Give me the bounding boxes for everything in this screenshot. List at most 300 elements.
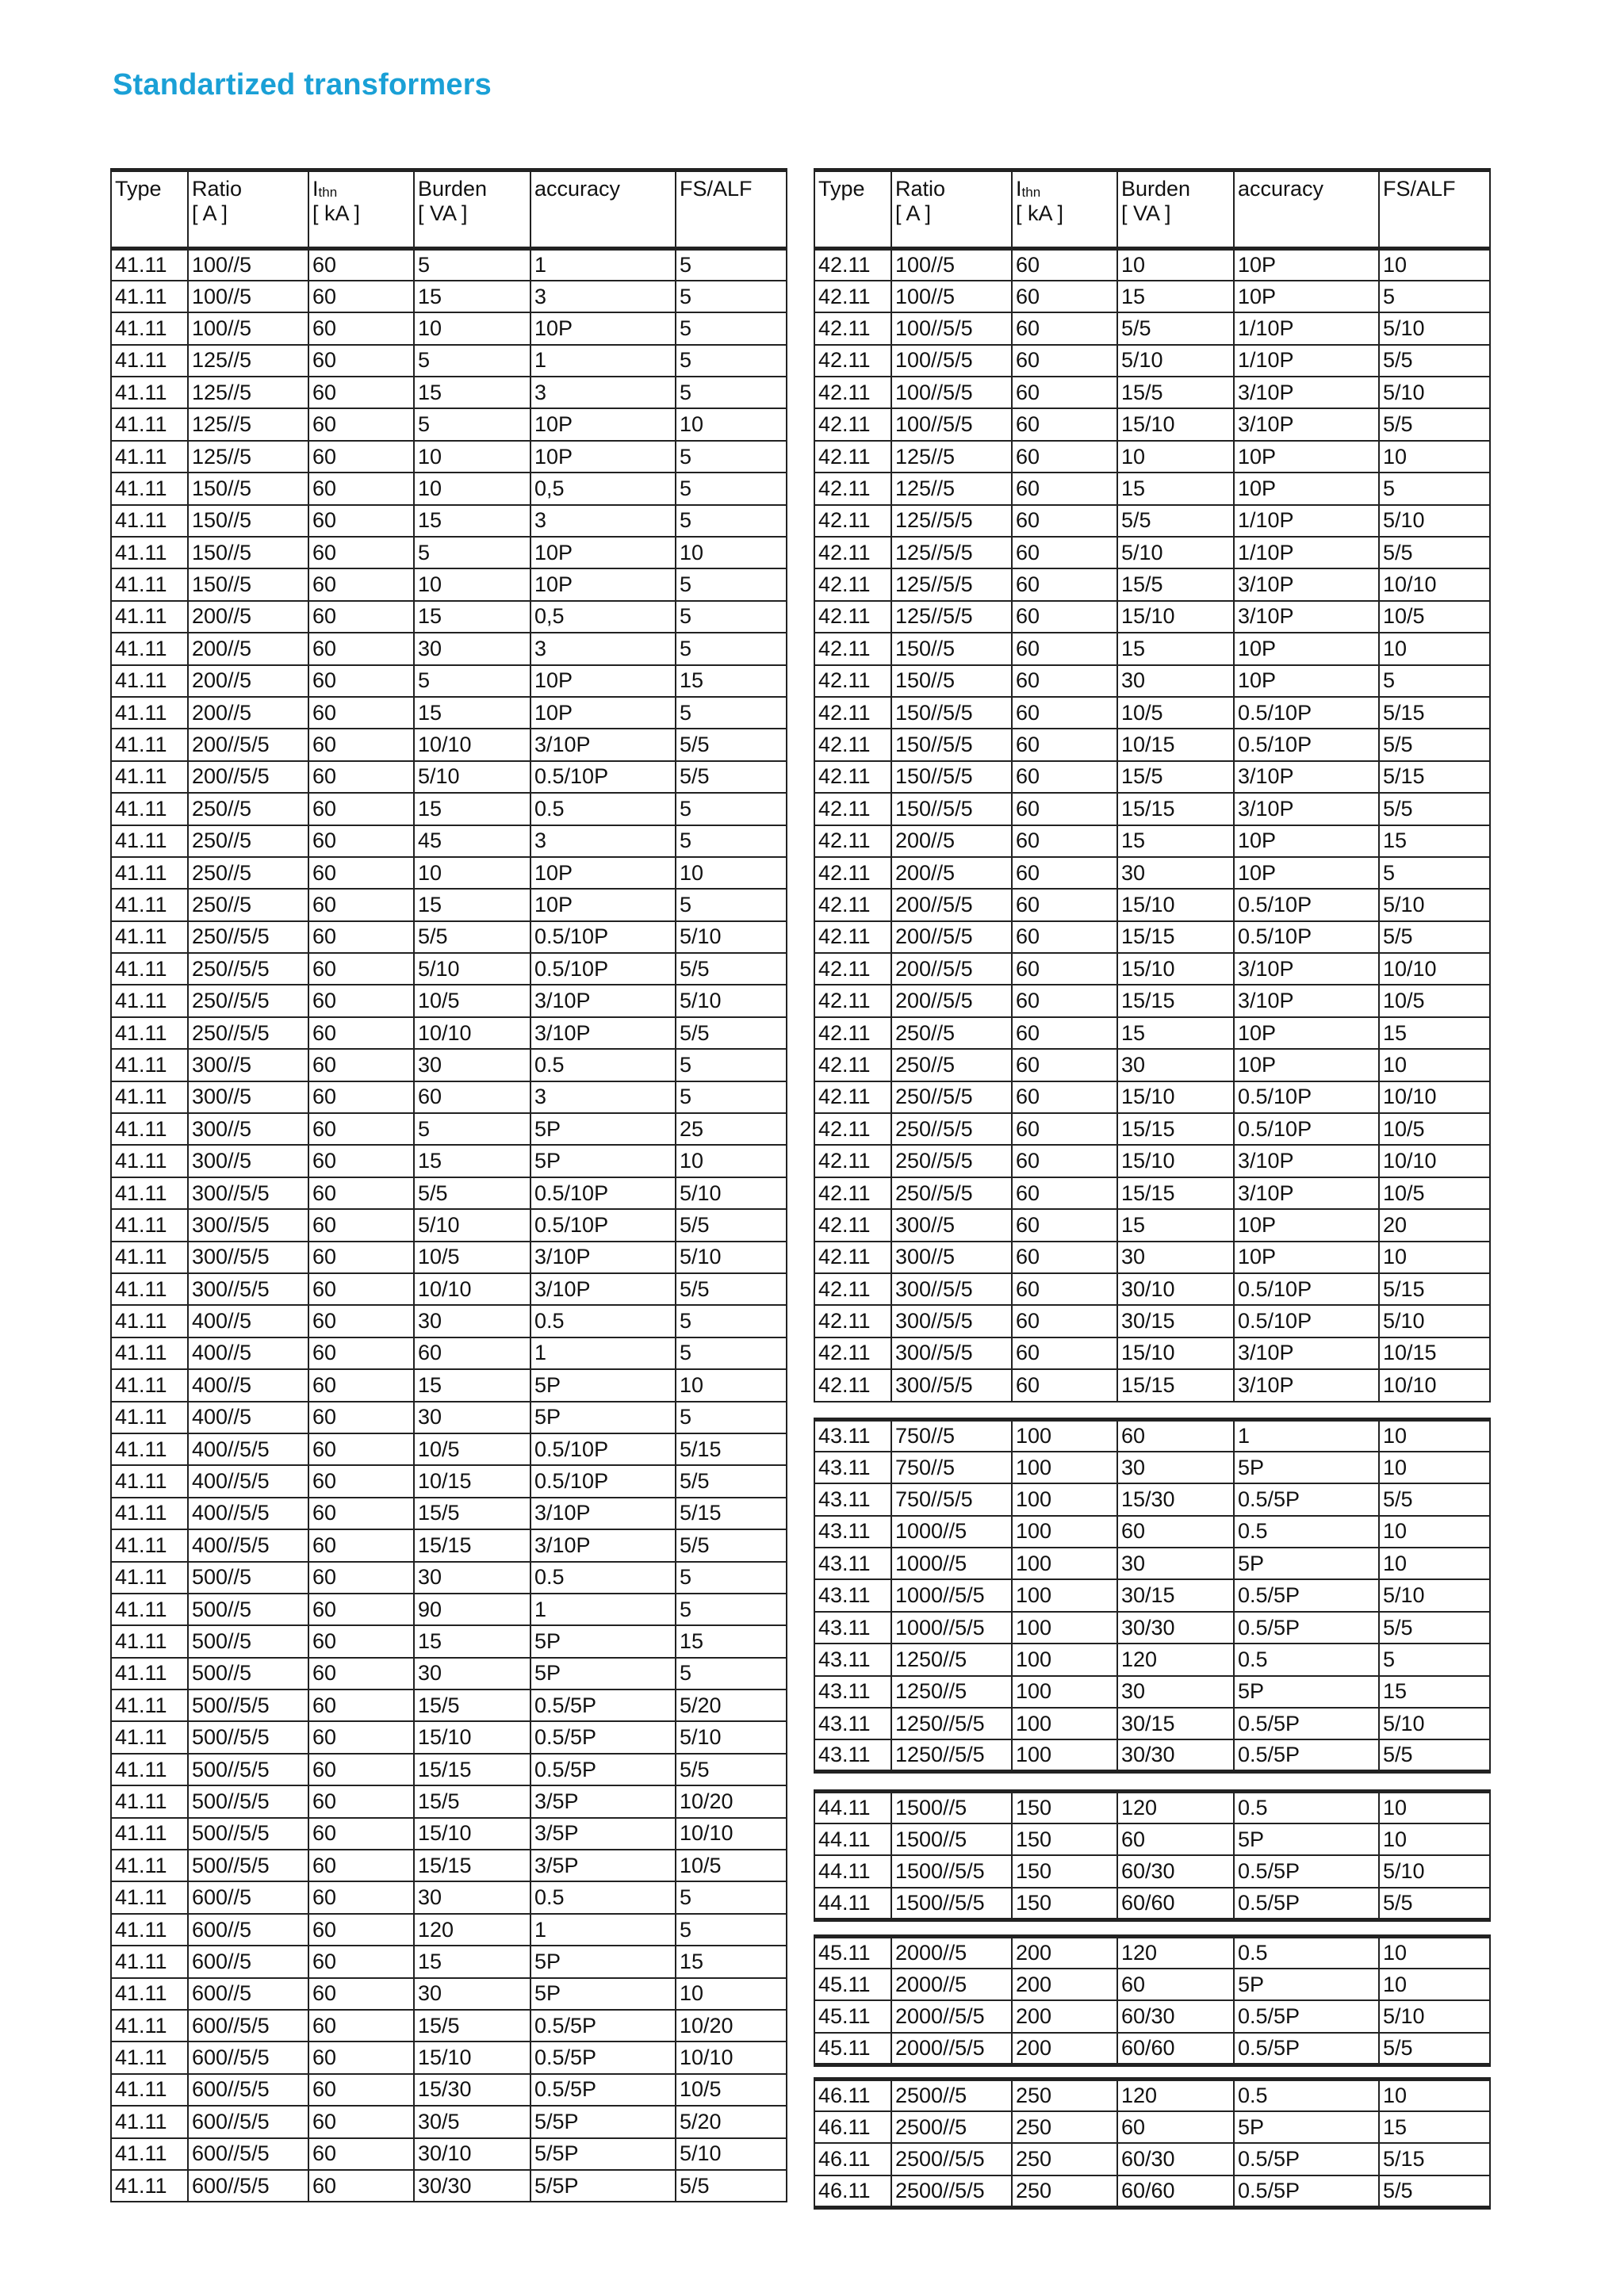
- table-row: [111, 441, 787, 473]
- cell-accuracy: 5P: [1234, 1823, 1379, 1855]
- cell-ithn: 200: [1012, 2033, 1117, 2064]
- cell-ithn: 60: [308, 1433, 414, 1465]
- cell-fs-alf: 5: [676, 633, 787, 664]
- cell-fs-alf: 10: [676, 537, 787, 568]
- cell-accuracy: 1: [1234, 1420, 1379, 1452]
- cell-fs-alf: 5: [676, 1305, 787, 1337]
- cell-type: 41.11: [111, 1498, 188, 1529]
- cell-ratio: 200//5/5: [891, 985, 1012, 1016]
- cell-fs-alf: 5: [676, 1081, 787, 1113]
- cell-fs-alf: 5: [676, 1914, 787, 1946]
- cell-accuracy: 0.5/10P: [1234, 1113, 1379, 1145]
- cell-burden: 5/5: [1117, 505, 1234, 537]
- cell-burden: 15/10: [1117, 953, 1234, 985]
- table-row: [814, 1708, 1490, 1739]
- table-row: [814, 1242, 1490, 1273]
- table-row: [111, 1881, 787, 1913]
- cell-burden: 120: [414, 1914, 530, 1946]
- cell-burden: 15/10: [1117, 601, 1234, 633]
- table-body: [814, 1420, 1490, 1772]
- cell-ratio: 300//5: [188, 1049, 308, 1081]
- cell-ratio: 300//5: [188, 1145, 308, 1177]
- cell-type: 43.11: [814, 1452, 891, 1483]
- cell-accuracy: 10P: [1234, 825, 1379, 857]
- cell-accuracy: 0.5/5P: [1234, 2000, 1379, 2032]
- cell-burden: 30: [414, 1402, 530, 1433]
- table-row: [814, 473, 1490, 504]
- cell-fs-alf: 15: [676, 1946, 787, 1977]
- header-ithn: Ithn [ kA ]: [1012, 170, 1117, 249]
- cell-ithn: 60: [308, 1658, 414, 1689]
- cell-accuracy: 0.5: [1234, 1792, 1379, 1823]
- cell-type: 41.11: [111, 2074, 188, 2106]
- cell-fs-alf: 5/5: [676, 1754, 787, 1785]
- cell-accuracy: 0.5: [1234, 1516, 1379, 1548]
- cell-fs-alf: 5/15: [1379, 761, 1490, 793]
- cell-type: 41.11: [111, 568, 188, 600]
- cell-fs-alf: 5/10: [1379, 1855, 1490, 1887]
- cell-burden: 10: [1117, 441, 1234, 473]
- cell-fs-alf: 5: [676, 1562, 787, 1594]
- cell-burden: 60/30: [1117, 2143, 1234, 2175]
- cell-burden: 5/10: [414, 1209, 530, 1241]
- cell-fs-alf: 5: [676, 505, 787, 537]
- table-row: [814, 1855, 1490, 1887]
- cell-ithn: 60: [308, 537, 414, 568]
- cell-type: 42.11: [814, 729, 891, 760]
- table-row: [111, 2042, 787, 2073]
- table-row: [814, 281, 1490, 312]
- header-accuracy: accuracy: [1234, 170, 1379, 249]
- cell-type: 43.11: [814, 1483, 891, 1515]
- cell-ithn: 60: [1012, 761, 1117, 793]
- cell-burden: 15/10: [1117, 1081, 1234, 1113]
- cell-accuracy: 0.5/5P: [530, 2074, 676, 2106]
- cell-fs-alf: 15: [1379, 825, 1490, 857]
- cell-burden: 30: [414, 1562, 530, 1594]
- cell-type: 41.11: [111, 1305, 188, 1337]
- cell-fs-alf: 5/5: [676, 729, 787, 760]
- cell-ithn: 60: [308, 985, 414, 1016]
- cell-burden: 60/60: [1117, 1888, 1234, 1919]
- cell-type: 42.11: [814, 441, 891, 473]
- cell-accuracy: 0.5/5P: [1234, 1708, 1379, 1739]
- cell-burden: 15: [414, 793, 530, 825]
- cell-ratio: 500//5/5: [188, 1785, 308, 1817]
- cell-ithn: 60: [1012, 1305, 1117, 1337]
- cell-ithn: 60: [1012, 377, 1117, 408]
- header-burden: Burden [ VA ]: [414, 170, 530, 249]
- cell-fs-alf: 5/10: [1379, 505, 1490, 537]
- cell-ratio: 250//5: [891, 1017, 1012, 1049]
- cell-type: 41.11: [111, 505, 188, 537]
- table-row: [111, 1242, 787, 1273]
- table-row: [814, 697, 1490, 729]
- cell-fs-alf: 10: [676, 1369, 787, 1401]
- cell-ratio: 125//5: [188, 345, 308, 377]
- cell-type: 41.11: [111, 1785, 188, 1817]
- cell-fs-alf: 10/20: [676, 1785, 787, 1817]
- cell-ratio: 125//5: [188, 441, 308, 473]
- cell-type: 41.11: [111, 1818, 188, 1850]
- cell-fs-alf: 5/10: [1379, 2000, 1490, 2032]
- cell-burden: 60/60: [1117, 2175, 1234, 2207]
- cell-ratio: 1250//5: [891, 1676, 1012, 1708]
- cell-type: 42.11: [814, 281, 891, 312]
- table-row: [814, 1369, 1490, 1401]
- table-row: [814, 633, 1490, 664]
- cell-accuracy: 3/10P: [1234, 953, 1379, 985]
- cell-fs-alf: 5/15: [676, 1498, 787, 1529]
- cell-accuracy: 3: [530, 505, 676, 537]
- cell-ratio: 250//5/5: [188, 985, 308, 1016]
- cell-ithn: 60: [1012, 473, 1117, 504]
- table-row: [814, 1273, 1490, 1305]
- cell-ratio: 150//5/5: [891, 729, 1012, 760]
- cell-ratio: 250//5/5: [891, 1113, 1012, 1145]
- cell-ithn: 60: [308, 1721, 414, 1753]
- cell-fs-alf: 10/10: [1379, 1081, 1490, 1113]
- cell-ratio: 100//5: [188, 312, 308, 344]
- table-row: [111, 408, 787, 440]
- cell-fs-alf: 5: [1379, 1644, 1490, 1675]
- table-row: [111, 1978, 787, 2010]
- table-row: [814, 857, 1490, 889]
- cell-burden: 60/30: [1117, 2000, 1234, 2032]
- cell-fs-alf: 5/20: [676, 1689, 787, 1721]
- cell-ithn: 60: [1012, 1113, 1117, 1145]
- cell-fs-alf: 5/5: [1379, 1888, 1490, 1919]
- cell-burden: 30: [414, 1978, 530, 2010]
- cell-fs-alf: 5: [1379, 281, 1490, 312]
- cell-ithn: 100: [1012, 1548, 1117, 1579]
- cell-fs-alf: 5: [676, 697, 787, 729]
- cell-accuracy: 0.5/5P: [530, 2042, 676, 2073]
- cell-ithn: 60: [308, 921, 414, 953]
- cell-burden: 5/10: [414, 761, 530, 793]
- cell-fs-alf: 5: [676, 601, 787, 633]
- cell-accuracy: 0.5/5P: [1234, 1888, 1379, 1919]
- cell-ithn: 60: [1012, 825, 1117, 857]
- cell-fs-alf: 5: [676, 312, 787, 344]
- cell-ratio: 250//5/5: [891, 1081, 1012, 1113]
- cell-ithn: 100: [1012, 1739, 1117, 1771]
- cell-type: 41.11: [111, 1978, 188, 2010]
- cell-type: 42.11: [814, 249, 891, 281]
- cell-fs-alf: 5/10: [1379, 1708, 1490, 1739]
- table-row: [111, 793, 787, 825]
- table-row: [814, 2111, 1490, 2143]
- table-row: [111, 1017, 787, 1049]
- cell-ithn: 60: [308, 953, 414, 985]
- table-row: [111, 537, 787, 568]
- cell-burden: 15: [414, 1625, 530, 1657]
- table-body: [814, 2080, 1490, 2208]
- cell-ratio: 1250//5/5: [891, 1739, 1012, 1771]
- cell-fs-alf: 10: [1379, 1937, 1490, 1969]
- cell-burden: 10/5: [1117, 697, 1234, 729]
- cell-ithn: 60: [308, 1529, 414, 1561]
- cell-ratio: 250//5: [188, 825, 308, 857]
- cell-accuracy: 3/10P: [1234, 761, 1379, 793]
- cell-fs-alf: 5/5: [1379, 537, 1490, 568]
- cell-ratio: 600//5/5: [188, 2170, 308, 2202]
- cell-fs-alf: 10/5: [1379, 985, 1490, 1016]
- table-row: [814, 1452, 1490, 1483]
- cell-ithn: 60: [308, 665, 414, 697]
- cell-type: 41.11: [111, 1242, 188, 1273]
- cell-type: 42.11: [814, 1081, 891, 1113]
- cell-ratio: 1500//5/5: [891, 1888, 1012, 1919]
- transformer-table-41: [110, 168, 787, 2202]
- cell-fs-alf: 10/10: [676, 1818, 787, 1850]
- cell-type: 45.11: [814, 2033, 891, 2064]
- cell-fs-alf: 5: [1379, 857, 1490, 889]
- table-row: [111, 1049, 787, 1081]
- cell-burden: 30/15: [1117, 1708, 1234, 1739]
- cell-ratio: 1500//5: [891, 1823, 1012, 1855]
- cell-fs-alf: 5/10: [676, 2138, 787, 2170]
- cell-type: 46.11: [814, 2143, 891, 2175]
- cell-type: 43.11: [814, 1516, 891, 1548]
- cell-type: 41.11: [111, 665, 188, 697]
- cell-burden: 30/30: [1117, 1612, 1234, 1644]
- cell-burden: 15: [414, 281, 530, 312]
- cell-ratio: 300//5/5: [891, 1273, 1012, 1305]
- cell-type: 46.11: [814, 2175, 891, 2207]
- cell-ratio: 200//5: [188, 633, 308, 664]
- table-row: [814, 345, 1490, 377]
- cell-ratio: 100//5: [188, 281, 308, 312]
- table-row: [111, 312, 787, 344]
- cell-accuracy: 0.5/10P: [530, 921, 676, 953]
- cell-type: 42.11: [814, 697, 891, 729]
- cell-ithn: 60: [1012, 1081, 1117, 1113]
- cell-ratio: 250//5/5: [188, 1017, 308, 1049]
- cell-burden: 15/15: [414, 1529, 530, 1561]
- cell-ithn: 60: [308, 1881, 414, 1913]
- cell-burden: 120: [1117, 1937, 1234, 1969]
- cell-burden: 5/5: [414, 921, 530, 953]
- cell-ithn: 60: [308, 1498, 414, 1529]
- transformer-group-43: [814, 1418, 1489, 1774]
- cell-fs-alf: 5: [676, 1049, 787, 1081]
- table-row: [814, 1049, 1490, 1081]
- cell-burden: 10: [414, 441, 530, 473]
- cell-burden: 15: [414, 505, 530, 537]
- cell-type: 41.11: [111, 793, 188, 825]
- cell-type: 41.11: [111, 1594, 188, 1625]
- cell-type: 41.11: [111, 2138, 188, 2170]
- cell-type: 45.11: [814, 1969, 891, 2000]
- cell-type: 41.11: [111, 1177, 188, 1209]
- table-row: [814, 1337, 1490, 1369]
- cell-burden: 15: [414, 377, 530, 408]
- cell-fs-alf: 5: [676, 1337, 787, 1369]
- table-row: [111, 2138, 787, 2170]
- cell-type: 41.11: [111, 408, 188, 440]
- cell-fs-alf: 10/10: [1379, 1369, 1490, 1401]
- cell-ithn: 60: [308, 1177, 414, 1209]
- cell-type: 41.11: [111, 1433, 188, 1465]
- cell-accuracy: 0.5: [1234, 1937, 1379, 1969]
- cell-burden: 15/15: [414, 1850, 530, 1881]
- cell-type: 42.11: [814, 408, 891, 440]
- cell-accuracy: 10P: [1234, 249, 1379, 281]
- cell-ratio: 1250//5/5: [891, 1708, 1012, 1739]
- cell-fs-alf: 5: [676, 377, 787, 408]
- cell-ratio: 150//5/5: [891, 793, 1012, 825]
- table-row: [111, 1818, 787, 1850]
- cell-burden: 30: [414, 1881, 530, 1913]
- cell-type: 42.11: [814, 312, 891, 344]
- cell-accuracy: 5P: [1234, 1548, 1379, 1579]
- cell-ratio: 125//5: [188, 408, 308, 440]
- cell-ratio: 250//5: [188, 857, 308, 889]
- table-row: [111, 761, 787, 793]
- cell-ithn: 60: [308, 1145, 414, 1177]
- cell-ratio: 600//5: [188, 1914, 308, 1946]
- table-row: [814, 377, 1490, 408]
- table-row: [814, 2175, 1490, 2207]
- cell-type: 42.11: [814, 1209, 891, 1241]
- cell-accuracy: 10P: [1234, 1049, 1379, 1081]
- table-row: [111, 1754, 787, 1785]
- cell-type: 42.11: [814, 953, 891, 985]
- cell-ithn: 60: [1012, 408, 1117, 440]
- cell-burden: 5: [414, 345, 530, 377]
- cell-accuracy: 10P: [1234, 473, 1379, 504]
- table-row: [111, 1081, 787, 1113]
- cell-ithn: 60: [308, 1242, 414, 1273]
- table-row: [111, 857, 787, 889]
- cell-burden: 60/60: [1117, 2033, 1234, 2064]
- table-row: [111, 633, 787, 664]
- table-row: [814, 2143, 1490, 2175]
- cell-accuracy: 3: [530, 377, 676, 408]
- table-row: [111, 1177, 787, 1209]
- cell-type: 41.11: [111, 1721, 188, 1753]
- cell-accuracy: 3/10P: [530, 1273, 676, 1305]
- cell-burden: 5: [414, 1113, 530, 1145]
- cell-accuracy: 1/10P: [1234, 345, 1379, 377]
- cell-type: 42.11: [814, 889, 891, 920]
- cell-ithn: 60: [1012, 1145, 1117, 1177]
- cell-type: 41.11: [111, 1562, 188, 1594]
- table-row: [111, 1369, 787, 1401]
- cell-ithn: 60: [308, 761, 414, 793]
- cell-accuracy: 1: [530, 1337, 676, 1369]
- table-row: [814, 505, 1490, 537]
- cell-ratio: 300//5: [188, 1113, 308, 1145]
- table-row: [111, 1721, 787, 1753]
- cell-burden: 30/30: [1117, 1739, 1234, 1771]
- cell-fs-alf: 10/10: [1379, 568, 1490, 600]
- cell-type: 46.11: [814, 2080, 891, 2111]
- cell-fs-alf: 10: [1379, 441, 1490, 473]
- cell-type: 41.11: [111, 1049, 188, 1081]
- cell-accuracy: 0.5/10P: [530, 761, 676, 793]
- cell-type: 41.11: [111, 825, 188, 857]
- cell-ithn: 60: [308, 1978, 414, 2010]
- cell-ithn: 60: [308, 1754, 414, 1785]
- table-row: [111, 1498, 787, 1529]
- cell-fs-alf: 5/10: [676, 1721, 787, 1753]
- cell-ithn: 60: [1012, 1017, 1117, 1049]
- cell-ithn: 60: [1012, 1242, 1117, 1273]
- cell-burden: 10/15: [1117, 729, 1234, 760]
- cell-burden: 15/15: [414, 1754, 530, 1785]
- cell-accuracy: 3/10P: [1234, 1145, 1379, 1177]
- cell-fs-alf: 5/5: [676, 1209, 787, 1241]
- cell-accuracy: 3/10P: [530, 1498, 676, 1529]
- table-row: [111, 1337, 787, 1369]
- cell-type: 42.11: [814, 1145, 891, 1177]
- cell-fs-alf: 5/15: [676, 1433, 787, 1465]
- cell-ithn: 60: [308, 1113, 414, 1145]
- cell-ithn: 60: [1012, 1209, 1117, 1241]
- cell-accuracy: 3/10P: [530, 1242, 676, 1273]
- cell-accuracy: 0.5: [530, 1881, 676, 1913]
- cell-burden: 30: [414, 1305, 530, 1337]
- cell-fs-alf: 5: [676, 568, 787, 600]
- cell-accuracy: 1/10P: [1234, 537, 1379, 568]
- cell-accuracy: 5P: [530, 1658, 676, 1689]
- cell-ithn: 60: [1012, 665, 1117, 697]
- cell-burden: 15: [1117, 1017, 1234, 1049]
- cell-ithn: 60: [308, 2042, 414, 2073]
- table-body: [814, 249, 1490, 1402]
- cell-type: 41.11: [111, 1529, 188, 1561]
- cell-ithn: 60: [308, 2138, 414, 2170]
- cell-accuracy: 3/5P: [530, 1850, 676, 1881]
- cell-ratio: 150//5/5: [891, 761, 1012, 793]
- cell-ithn: 60: [308, 1689, 414, 1721]
- cell-type: 45.11: [814, 2000, 891, 2032]
- table-row: [814, 312, 1490, 344]
- cell-type: 41.11: [111, 441, 188, 473]
- cell-fs-alf: 10/5: [676, 1850, 787, 1881]
- cell-type: 41.11: [111, 473, 188, 504]
- table-row: [814, 1644, 1490, 1675]
- cell-fs-alf: 10: [676, 1145, 787, 1177]
- table-row: [111, 1433, 787, 1465]
- table-row: [814, 761, 1490, 793]
- cell-fs-alf: 5/10: [1379, 1305, 1490, 1337]
- cell-fs-alf: 10/10: [1379, 1145, 1490, 1177]
- cell-ithn: 60: [308, 889, 414, 920]
- cell-accuracy: 0.5/10P: [1234, 1273, 1379, 1305]
- cell-accuracy: 10P: [1234, 665, 1379, 697]
- cell-burden: 30: [414, 1049, 530, 1081]
- cell-ratio: 1000//5: [891, 1548, 1012, 1579]
- cell-burden: 10/10: [414, 729, 530, 760]
- cell-accuracy: 10P: [530, 857, 676, 889]
- cell-fs-alf: 15: [1379, 1017, 1490, 1049]
- cell-accuracy: 0,5: [530, 473, 676, 504]
- cell-ratio: 250//5/5: [891, 1145, 1012, 1177]
- cell-burden: 30: [414, 633, 530, 664]
- cell-ithn: 60: [308, 1946, 414, 1977]
- cell-accuracy: 0.5: [530, 1305, 676, 1337]
- table-row: [111, 825, 787, 857]
- cell-ithn: 60: [308, 1369, 414, 1401]
- cell-fs-alf: 5/5: [676, 761, 787, 793]
- cell-accuracy: 5P: [1234, 2111, 1379, 2143]
- cell-accuracy: 10P: [1234, 281, 1379, 312]
- table-row: [814, 921, 1490, 953]
- cell-burden: 15: [414, 1145, 530, 1177]
